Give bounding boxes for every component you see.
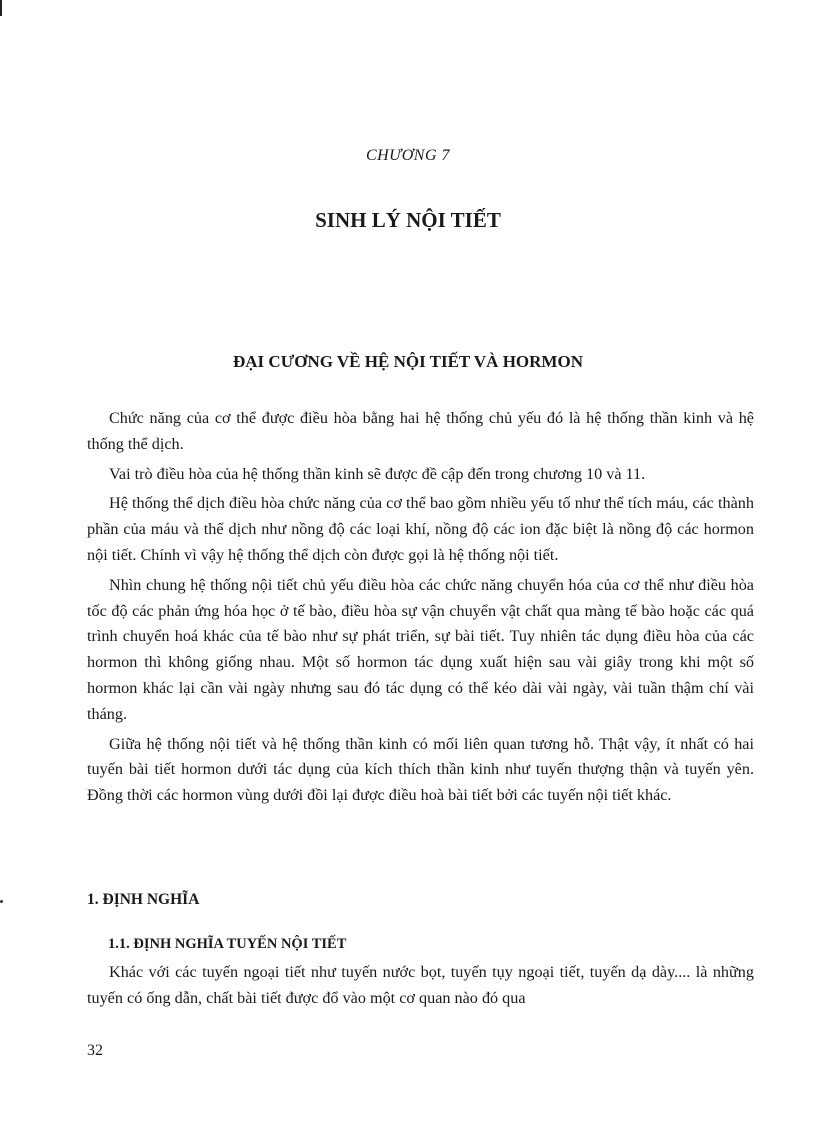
paragraph: Nhìn chung hệ thống nội tiết chủ yếu điều hòa các chức năng chuyển hóa của cơ thể như điều hòa tốc độ các phản ứng hóa học ở tế bào, điều hòa sự vận chuyển vật chất qua màng tế bào hoặc các quá trình chuyển hoá khác của tế bào như sự phát triển, sự bài tiết. Tuy nhiên tác dụng điều hòa của các hormon thì không giống nhau. Một số hormon tác dụng xuất hiện sau vài giây trong khi một số hormon khác lại cần vài ngày nhưng sau đó tác dụng có thể kéo dài vài ngày, vài tuần thậm chí vài tháng. [87,575,754,723]
paragraph: Giữa hệ thống nội tiết và hệ thống thần kinh có mối liên quan tương hỗ. Thật vậy, ít nhất có hai tuyến bài tiết hormon dưới tác dụng của kích thích thần kinh như tuyến thượng thận và tuyến yên. Đồng thời các hormon vùng dưới đồi lại được điều hoà bài tiết bởi các tuyến nội tiết khác. [87,734,754,805]
definition-body [87,960,754,1012]
intro-body [87,406,754,813]
chapter-label: CHƯƠNG 7 [365,147,451,164]
paragraph: Vai trò điều hòa của hệ thống thần kinh sẽ được đề cập đến trong chương 10 và 11. [109,464,646,483]
paragraph: Hệ thống thể dịch điều hòa chức năng của cơ thể bao gồm nhiều yếu tố như thể tích máu, các thành phần của máu và thể dịch như nồng độ các loại khí, nồng độ các ion đặc biệt là nồng độ các hormon nội tiết. Chính vì vậy hệ thống thể dịch còn được gọi là hệ thống nội tiết. [87,494,754,564]
chapter-title: SINH LÝ NỘI TIẾT [315,208,501,232]
paragraph: Khác với các tuyến ngoại tiết như tuyến nước bọt, tuyến tụy ngoại tiết, tuyến dạ dày.... là những tuyến có ống dẫn, chất bài tiết được đổ vào một cơ quan nào đó qua [87,963,754,1007]
page-number: 32 [87,1042,103,1059]
definition-heading: 1. ĐỊNH NGHĨA [87,891,200,908]
definition-subheading: 1.1. ĐỊNH NGHĨA TUYẾN NỘI TIẾT [108,936,347,952]
scan-edge-mark [0,0,2,16]
scan-margin-dot [0,900,3,903]
paragraph: Chức năng của cơ thể được điều hòa bằng hai hệ thống chủ yếu đó là hệ thống thần kinh và hệ thống thể dịch. [87,409,754,453]
section-heading: ĐẠI CƯƠNG VỀ HỆ NỘI TIẾT VÀ HORMON [233,352,583,371]
